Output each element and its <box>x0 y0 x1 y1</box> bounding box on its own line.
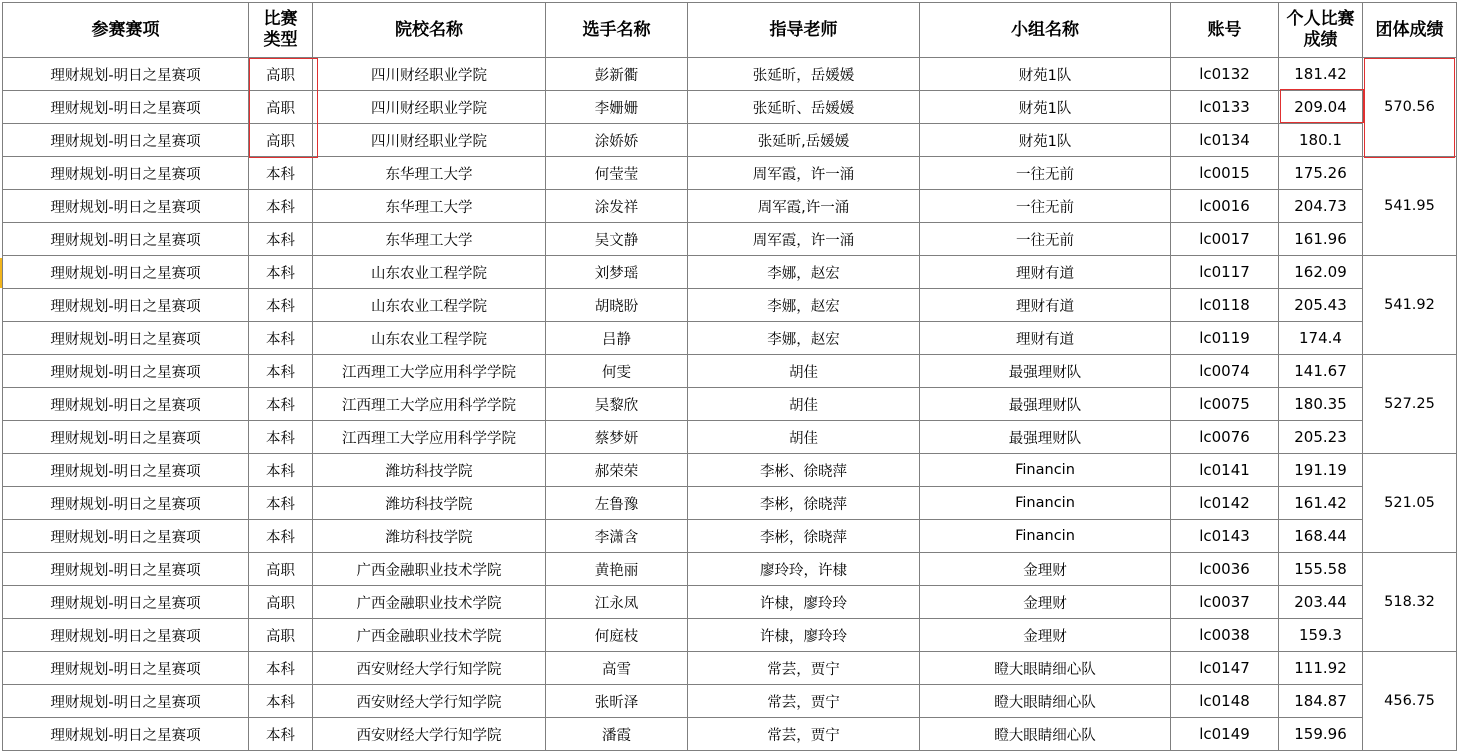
table-row <box>3 586 1457 619</box>
cell-teacher[interactable]: 常芸，贾宁 <box>688 652 920 685</box>
cell-player[interactable]: 吴黎欣 <box>546 388 688 421</box>
cell-team-score[interactable]: 570.56 <box>1363 58 1457 157</box>
cell-event[interactable]: 理财规划-明日之星赛项 <box>3 421 249 454</box>
cell-teacher[interactable]: 廖玲玲，许棣 <box>688 553 920 586</box>
cell-event[interactable]: 理财规划-明日之星赛项 <box>3 157 249 190</box>
cell-school[interactable]: 四川财经职业学院 <box>313 124 546 157</box>
cell-account[interactable]: lc0147 <box>1171 652 1279 685</box>
cell-type[interactable]: 高职 <box>249 553 313 586</box>
cell-player[interactable]: 张昕泽 <box>546 685 688 718</box>
cell-type[interactable]: 本科 <box>249 718 313 751</box>
table-row <box>3 652 1457 685</box>
results-table <box>2 2 1457 751</box>
table-row <box>3 256 1457 289</box>
cell-event[interactable]: 理财规划-明日之星赛项 <box>3 355 249 388</box>
table-row <box>3 388 1457 421</box>
cell-group[interactable]: 瞪大眼睛细心队 <box>920 652 1171 685</box>
cell-event[interactable]: 理财规划-明日之星赛项 <box>3 322 249 355</box>
cell-teacher[interactable]: 胡佳 <box>688 388 920 421</box>
cell-player[interactable]: 涂娇娇 <box>546 124 688 157</box>
cell-school[interactable]: 潍坊科技学院 <box>313 520 546 553</box>
cell-player[interactable]: 何庭枝 <box>546 619 688 652</box>
cell-score[interactable]: 175.26 <box>1279 157 1363 190</box>
table-row <box>3 223 1457 256</box>
cell-group[interactable]: 理财有道 <box>920 256 1171 289</box>
header-teacher[interactable]: 指导老师 <box>688 3 920 58</box>
header-type[interactable]: 比赛类型 <box>249 3 313 58</box>
cell-group[interactable]: 最强理财队 <box>920 388 1171 421</box>
cell-type[interactable]: 本科 <box>249 652 313 685</box>
cell-teacher[interactable]: 胡佳 <box>688 355 920 388</box>
cell-team-score[interactable]: 541.95 <box>1363 157 1457 256</box>
cell-event[interactable]: 理财规划-明日之星赛项 <box>3 619 249 652</box>
cell-group[interactable]: 财苑1队 <box>920 91 1171 124</box>
cell-teacher[interactable]: 常芸，贾宁 <box>688 685 920 718</box>
cell-score[interactable]: 159.3 <box>1279 619 1363 652</box>
header-school[interactable]: 院校名称 <box>313 3 546 58</box>
cell-teacher[interactable]: 周军霞，许一涌 <box>688 223 920 256</box>
header-row <box>3 3 1457 58</box>
cell-event[interactable]: 理财规划-明日之星赛项 <box>3 223 249 256</box>
cell-score[interactable]: 180.35 <box>1279 388 1363 421</box>
table-row <box>3 685 1457 718</box>
cell-event[interactable]: 理财规划-明日之星赛项 <box>3 487 249 520</box>
cell-account[interactable]: lc0143 <box>1171 520 1279 553</box>
cell-player[interactable]: 黄艳丽 <box>546 553 688 586</box>
cell-school[interactable]: 西安财经大学行知学院 <box>313 652 546 685</box>
cell-teacher[interactable]: 李彬、徐晓萍 <box>688 454 920 487</box>
cell-group[interactable]: 金理财 <box>920 619 1171 652</box>
cell-event[interactable]: 理财规划-明日之星赛项 <box>3 124 249 157</box>
cell-type[interactable]: 本科 <box>249 454 313 487</box>
cell-teacher[interactable]: 张延昕，岳媛媛 <box>688 58 920 91</box>
table-row <box>3 124 1457 157</box>
cell-account[interactable]: lc0134 <box>1171 124 1279 157</box>
cell-team-score[interactable]: 541.92 <box>1363 256 1457 355</box>
cell-school[interactable]: 潍坊科技学院 <box>313 454 546 487</box>
cell-score[interactable]: 204.73 <box>1279 190 1363 223</box>
cell-player[interactable]: 江永凤 <box>546 586 688 619</box>
table-row <box>3 619 1457 652</box>
cell-player[interactable]: 何雯 <box>546 355 688 388</box>
cell-account[interactable]: lc0015 <box>1171 157 1279 190</box>
cell-player[interactable]: 高雪 <box>546 652 688 685</box>
cell-type[interactable]: 本科 <box>249 256 313 289</box>
cell-score[interactable]: 155.58 <box>1279 553 1363 586</box>
cell-type[interactable]: 本科 <box>249 355 313 388</box>
cell-group[interactable]: 一往无前 <box>920 190 1171 223</box>
cell-teacher[interactable]: 胡佳 <box>688 421 920 454</box>
table-row <box>3 58 1457 91</box>
cell-player[interactable]: 李姗姗 <box>546 91 688 124</box>
cell-account[interactable]: lc0076 <box>1171 421 1279 454</box>
cell-school[interactable]: 江西理工大学应用科学学院 <box>313 421 546 454</box>
cell-group[interactable]: 财苑1队 <box>920 124 1171 157</box>
cell-account[interactable]: lc0132 <box>1171 58 1279 91</box>
cell-type[interactable]: 高职 <box>249 91 313 124</box>
cell-teacher[interactable]: 李娜，赵宏 <box>688 322 920 355</box>
cell-player[interactable]: 何莹莹 <box>546 157 688 190</box>
cell-group[interactable]: 理财有道 <box>920 322 1171 355</box>
cell-group[interactable]: Financin <box>920 454 1171 487</box>
cell-account[interactable]: lc0142 <box>1171 487 1279 520</box>
cell-player[interactable]: 刘梦瑶 <box>546 256 688 289</box>
table-row <box>3 190 1457 223</box>
cell-score[interactable]: 191.19 <box>1279 454 1363 487</box>
cell-account[interactable]: lc0141 <box>1171 454 1279 487</box>
cell-type[interactable]: 高职 <box>249 586 313 619</box>
cell-account[interactable]: lc0016 <box>1171 190 1279 223</box>
cell-player[interactable]: 吴文静 <box>546 223 688 256</box>
cell-type[interactable]: 本科 <box>249 190 313 223</box>
header-event[interactable]: 参赛赛项 <box>3 3 249 58</box>
cell-type[interactable]: 本科 <box>249 322 313 355</box>
cell-type[interactable]: 本科 <box>249 421 313 454</box>
cell-player[interactable]: 潘霞 <box>546 718 688 751</box>
cell-event[interactable]: 理财规划-明日之星赛项 <box>3 58 249 91</box>
cell-school[interactable]: 东华理工大学 <box>313 223 546 256</box>
cell-score[interactable]: 209.04 <box>1279 91 1363 124</box>
cell-group[interactable]: 一往无前 <box>920 223 1171 256</box>
cell-account[interactable]: lc0133 <box>1171 91 1279 124</box>
cell-school[interactable]: 四川财经职业学院 <box>313 91 546 124</box>
cell-event[interactable]: 理财规划-明日之星赛项 <box>3 553 249 586</box>
cell-account[interactable]: lc0148 <box>1171 685 1279 718</box>
cell-group[interactable]: 财苑1队 <box>920 58 1171 91</box>
cell-player[interactable]: 涂发祥 <box>546 190 688 223</box>
cell-player[interactable]: 李潇含 <box>546 520 688 553</box>
cell-school[interactable]: 广西金融职业技术学院 <box>313 619 546 652</box>
cell-account[interactable]: lc0036 <box>1171 553 1279 586</box>
table-row <box>3 289 1457 322</box>
cell-type[interactable]: 本科 <box>249 289 313 322</box>
cell-score[interactable]: 181.42 <box>1279 58 1363 91</box>
table-row <box>3 718 1457 751</box>
table-row <box>3 91 1457 124</box>
cell-event[interactable]: 理财规划-明日之星赛项 <box>3 454 249 487</box>
cell-account[interactable]: lc0117 <box>1171 256 1279 289</box>
cell-type[interactable]: 本科 <box>249 520 313 553</box>
cell-school[interactable]: 山东农业工程学院 <box>313 322 546 355</box>
cell-teacher[interactable]: 许棣，廖玲玲 <box>688 619 920 652</box>
header-player[interactable]: 选手名称 <box>546 3 688 58</box>
cell-group[interactable]: Financin <box>920 520 1171 553</box>
cell-score[interactable]: 111.92 <box>1279 652 1363 685</box>
cell-type[interactable]: 高职 <box>249 124 313 157</box>
cell-team-score[interactable]: 521.05 <box>1363 454 1457 553</box>
header-account[interactable]: 账号 <box>1171 3 1279 58</box>
cell-teacher[interactable]: 李彬，徐晓萍 <box>688 520 920 553</box>
cell-event[interactable]: 理财规划-明日之星赛项 <box>3 256 249 289</box>
cell-score[interactable]: 162.09 <box>1279 256 1363 289</box>
cell-type[interactable]: 高职 <box>249 619 313 652</box>
cell-player[interactable]: 蔡梦妍 <box>546 421 688 454</box>
cell-type[interactable]: 本科 <box>249 388 313 421</box>
cell-event[interactable]: 理财规划-明日之星赛项 <box>3 520 249 553</box>
cell-account[interactable]: lc0149 <box>1171 718 1279 751</box>
cell-event[interactable]: 理财规划-明日之星赛项 <box>3 586 249 619</box>
cell-school[interactable]: 东华理工大学 <box>313 190 546 223</box>
cell-school[interactable]: 潍坊科技学院 <box>313 487 546 520</box>
table-row <box>3 487 1457 520</box>
header-team-score[interactable]: 团体成绩 <box>1363 3 1457 58</box>
cell-account[interactable]: lc0118 <box>1171 289 1279 322</box>
cell-school[interactable]: 江西理工大学应用科学学院 <box>313 388 546 421</box>
cell-score[interactable]: 141.67 <box>1279 355 1363 388</box>
cell-teacher[interactable]: 周军霞，许一涌 <box>688 157 920 190</box>
cell-score[interactable]: 159.96 <box>1279 718 1363 751</box>
cell-group[interactable]: 最强理财队 <box>920 421 1171 454</box>
table-row <box>3 454 1457 487</box>
table-row <box>3 421 1457 454</box>
cell-type[interactable]: 本科 <box>249 223 313 256</box>
cell-account[interactable]: lc0074 <box>1171 355 1279 388</box>
cell-type[interactable]: 本科 <box>249 487 313 520</box>
cell-team-score[interactable]: 456.75 <box>1363 652 1457 751</box>
cell-event[interactable]: 理财规划-明日之星赛项 <box>3 190 249 223</box>
table-row <box>3 520 1457 553</box>
cell-school[interactable]: 四川财经职业学院 <box>313 58 546 91</box>
cell-event[interactable]: 理财规划-明日之星赛项 <box>3 91 249 124</box>
cell-player[interactable]: 郝荣荣 <box>546 454 688 487</box>
cell-group[interactable]: 金理财 <box>920 553 1171 586</box>
cell-teacher[interactable]: 李彬，徐晓萍 <box>688 487 920 520</box>
cell-event[interactable]: 理财规划-明日之星赛项 <box>3 718 249 751</box>
cell-group[interactable]: 一往无前 <box>920 157 1171 190</box>
cell-event[interactable]: 理财规划-明日之星赛项 <box>3 685 249 718</box>
cell-group[interactable]: 瞪大眼睛细心队 <box>920 718 1171 751</box>
cell-school[interactable]: 广西金融职业技术学院 <box>313 586 546 619</box>
cell-school[interactable]: 山东农业工程学院 <box>313 256 546 289</box>
cell-event[interactable]: 理财规划-明日之星赛项 <box>3 388 249 421</box>
cell-score[interactable]: 161.96 <box>1279 223 1363 256</box>
cell-teacher[interactable]: 张延昕,岳媛媛 <box>688 124 920 157</box>
cell-teacher[interactable]: 许棣，廖玲玲 <box>688 586 920 619</box>
cell-score[interactable]: 161.42 <box>1279 487 1363 520</box>
table-row <box>3 553 1457 586</box>
cell-type[interactable]: 本科 <box>249 685 313 718</box>
header-score[interactable]: 个人比赛成绩 <box>1279 3 1363 58</box>
cell-school[interactable]: 江西理工大学应用科学学院 <box>313 355 546 388</box>
cell-score[interactable]: 203.44 <box>1279 586 1363 619</box>
cell-type[interactable]: 本科 <box>249 157 313 190</box>
cell-teacher[interactable]: 李娜，赵宏 <box>688 289 920 322</box>
cell-teacher[interactable]: 常芸，贾宁 <box>688 718 920 751</box>
cell-group[interactable]: 瞪大眼睛细心队 <box>920 685 1171 718</box>
cell-account[interactable]: lc0119 <box>1171 322 1279 355</box>
header-group[interactable]: 小组名称 <box>920 3 1171 58</box>
cell-school[interactable]: 西安财经大学行知学院 <box>313 718 546 751</box>
table-row <box>3 157 1457 190</box>
cell-team-score[interactable]: 518.32 <box>1363 553 1457 652</box>
cell-school[interactable]: 广西金融职业技术学院 <box>313 553 546 586</box>
cell-team-score[interactable]: 527.25 <box>1363 355 1457 454</box>
cell-account[interactable]: lc0037 <box>1171 586 1279 619</box>
cell-score[interactable]: 184.87 <box>1279 685 1363 718</box>
cell-group[interactable]: 金理财 <box>920 586 1171 619</box>
cell-group[interactable]: 最强理财队 <box>920 355 1171 388</box>
cell-event[interactable]: 理财规划-明日之星赛项 <box>3 289 249 322</box>
cell-account[interactable]: lc0075 <box>1171 388 1279 421</box>
cell-teacher[interactable]: 张延昕、岳媛媛 <box>688 91 920 124</box>
row-marker <box>0 258 2 288</box>
cell-player[interactable]: 吕静 <box>546 322 688 355</box>
cell-score[interactable]: 205.23 <box>1279 421 1363 454</box>
table-row <box>3 322 1457 355</box>
cell-account[interactable]: lc0038 <box>1171 619 1279 652</box>
cell-teacher[interactable]: 周军霞,许一涌 <box>688 190 920 223</box>
cell-school[interactable]: 山东农业工程学院 <box>313 289 546 322</box>
cell-player[interactable]: 胡晓盼 <box>546 289 688 322</box>
cell-account[interactable]: lc0017 <box>1171 223 1279 256</box>
cell-event[interactable]: 理财规划-明日之星赛项 <box>3 652 249 685</box>
cell-type[interactable]: 高职 <box>249 58 313 91</box>
table-row <box>3 355 1457 388</box>
cell-player[interactable]: 左鲁豫 <box>546 487 688 520</box>
cell-player[interactable]: 彭新衢 <box>546 58 688 91</box>
cell-group[interactable]: 理财有道 <box>920 289 1171 322</box>
cell-teacher[interactable]: 李娜，赵宏 <box>688 256 920 289</box>
cell-score[interactable]: 180.1 <box>1279 124 1363 157</box>
cell-score[interactable]: 174.4 <box>1279 322 1363 355</box>
cell-score[interactable]: 205.43 <box>1279 289 1363 322</box>
cell-group[interactable]: Financin <box>920 487 1171 520</box>
cell-school[interactable]: 东华理工大学 <box>313 157 546 190</box>
cell-school[interactable]: 西安财经大学行知学院 <box>313 685 546 718</box>
cell-score[interactable]: 168.44 <box>1279 520 1363 553</box>
